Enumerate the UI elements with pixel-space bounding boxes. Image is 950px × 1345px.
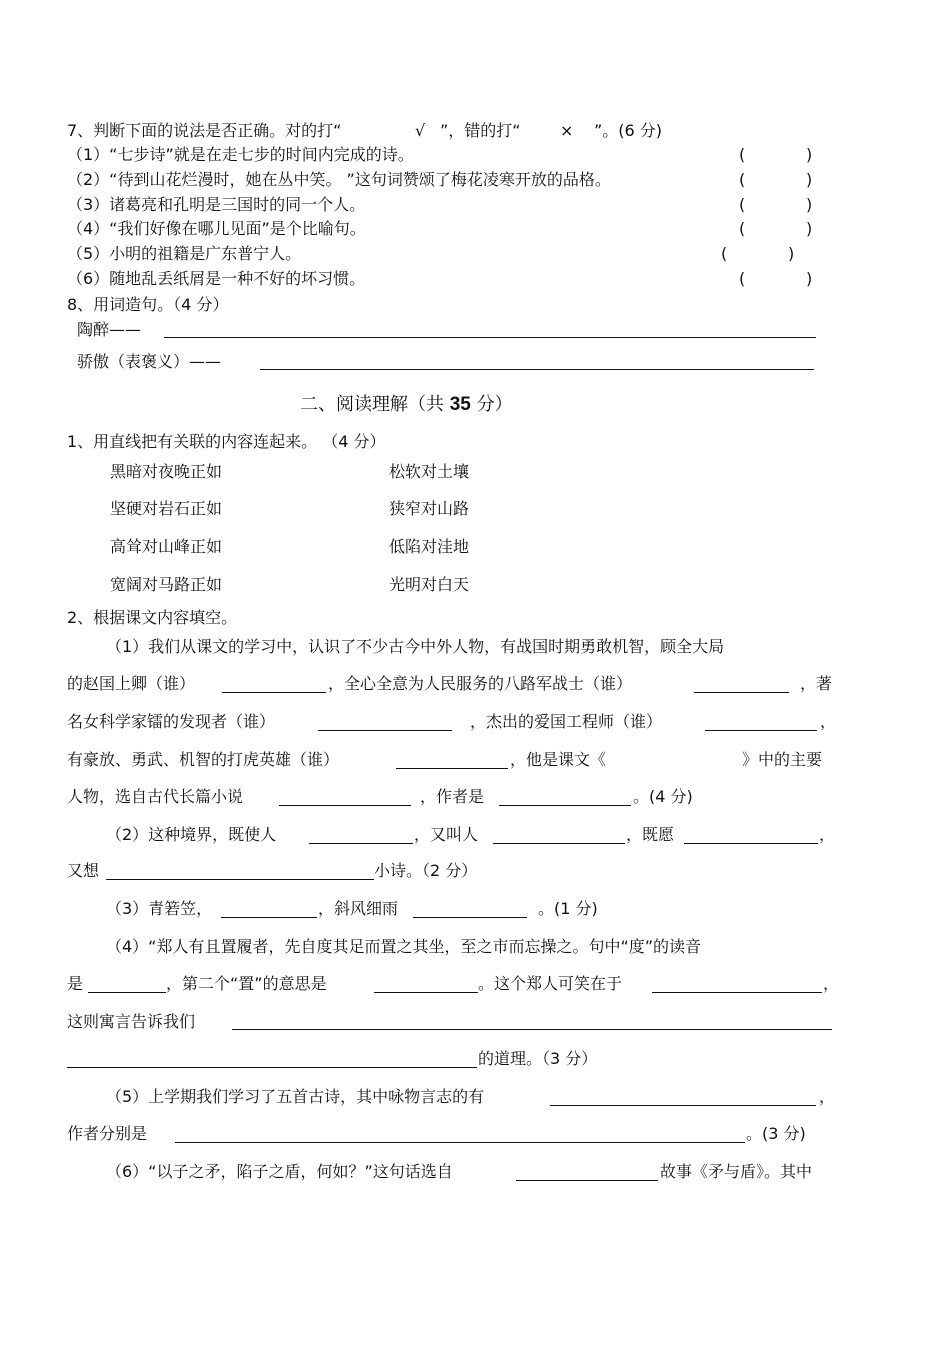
r2-p1-line2b: ，全心全意为人民服务的八路军战士（谁） [328,674,633,693]
blank-line[interactable] [684,843,818,844]
r2-p1-line5a: 人物，选自古代长篇小说 [67,787,244,806]
r2-p3c: 。(1 分) [538,899,598,918]
r1-prompt: 1、用直线把有关联的内容连起来。 （4 分） [67,432,386,451]
r1-left-item[interactable]: 坚硬对岩石正如 [110,499,223,518]
answer-paren-close-1: ) [806,145,813,164]
cross-mark-icon: × [560,121,574,140]
r2-p2-line2b: 小诗。（2 分） [374,861,478,880]
q7-prompt-mid: ”，错的打“ [440,121,521,140]
r2-p1-line3c: ， [820,712,837,731]
answer-paren-close-5: ) [788,244,795,263]
r2-p6b: 故事《矛与盾》。其中 [660,1162,813,1181]
r2-p4-line2a: 是 [67,974,84,993]
r2-p2-line1b: ，又叫人 [414,825,479,844]
blank-line[interactable] [705,730,817,731]
r2-p4-line3a: 这则寓言告诉我们 [67,1012,196,1031]
q8-word-1: 陶醉—— [77,320,142,339]
q8-answer-line-2[interactable] [260,369,814,370]
r2-prompt: 2、根据课文内容填空。 [67,608,238,627]
blank-line[interactable] [413,917,527,918]
r2-p1-line4c: 》中的主要 [742,750,823,769]
r1-left-item[interactable]: 宽阔对马路正如 [110,575,223,594]
answer-paren-open-1[interactable]: ( [739,145,746,164]
r2-p5-line1b: ， [819,1087,836,1106]
blank-line[interactable] [374,992,478,993]
r2-p4-line2c: 。这个郑人可笑在于 [478,974,623,993]
r2-p6a: （6）“以子之矛，陷子之盾，何如？”这句话选自 [106,1162,453,1181]
blank-line[interactable] [88,992,166,993]
q7-item-6: （6）随地乱丢纸屑是一种不好的坏习惯。 [67,269,366,288]
r2-p2-line2a: 又想 [67,861,100,880]
blank-line[interactable] [222,692,326,693]
blank-line[interactable] [516,1180,658,1181]
q7-item-5: （5）小明的祖籍是广东普宁人。 [67,244,302,263]
r2-p5-line2b: 。(3 分) [746,1124,806,1143]
q7-item-3: （3）诸葛亮和孔明是三国时的同一个人。 [67,195,366,214]
answer-paren-open-3[interactable]: ( [739,195,746,214]
r1-right-item[interactable]: 低陷对洼地 [389,537,470,556]
answer-paren-close-3: ) [806,195,813,214]
r2-p4-line4a: 的道理。（3 分） [478,1049,598,1068]
r1-right-item[interactable]: 松软对土壤 [389,462,470,481]
q7-item-4: （4）“我们好像在哪儿见面”是个比喻句。 [67,219,366,238]
blank-line[interactable] [694,692,789,693]
answer-paren-close-6: ) [806,269,813,288]
blank-line[interactable] [396,768,508,769]
section-title-text: 二、阅读理解（共 [300,394,444,415]
section-title-end: 分） [476,394,513,415]
blank-line[interactable] [67,1067,477,1068]
answer-paren-open-6[interactable]: ( [739,269,746,288]
r1-left-item[interactable]: 黑暗对夜晚正如 [110,462,223,481]
blank-line[interactable] [309,843,413,844]
r2-p3a: （3）青箬笠， [106,899,213,918]
q7-item-1: （1）“七步诗”就是在走七步的时间内完成的诗。 [67,145,414,164]
q7-prompt-end: ”。(6 分) [594,121,663,140]
r2-p2-line1a: （2）这种境界，既使人 [106,825,277,844]
blank-line[interactable] [279,805,411,806]
r2-p2-line1c: ，既愿 [626,825,675,844]
r2-p1-line4b: ，他是课文《 [510,750,607,769]
blank-line[interactable] [175,1142,745,1143]
r2-p1-line2a: 的赵国上卿（谁） [67,674,196,693]
r1-right-item[interactable]: 光明对白天 [389,575,470,594]
r2-p5-line1a: （5）上学期我们学习了五首古诗，其中咏物言志的有 [106,1087,485,1106]
r2-p1-line5c: 。(4 分) [633,787,693,806]
blank-line[interactable] [493,843,625,844]
answer-paren-open-4[interactable]: ( [739,219,746,238]
answer-paren-open-5[interactable]: ( [721,244,728,263]
blank-line[interactable] [232,1029,832,1030]
q7-prompt: 7、判断下面的说法是否正确。对的打“ [67,121,342,140]
answer-paren-open-2[interactable]: ( [739,170,746,189]
r2-p2-line1d: ， [819,825,836,844]
blank-line[interactable] [106,879,374,880]
r2-p1-line5b: ，作者是 [420,787,485,806]
r2-p1-line4a: 有豪放、勇武、机智的打虎英雄（谁） [67,750,340,769]
r1-right-item[interactable]: 狭窄对山路 [389,499,470,518]
r2-p1-line3a: 名女科学家镭的发现者（谁） [67,712,276,731]
r2-p4-line2b: ，第二个“置”的意思是 [166,974,327,993]
r2-p1-line2c: ，著 [800,674,833,693]
section-title-score: 35 [449,394,471,415]
answer-paren-close-2: ) [806,170,813,189]
r2-p4-line1: （4）“郑人有且置履者，先自度其足而置之其坐，至之市而忘操之。句中“度”的读音 [106,937,702,956]
r2-p1-line3b: ，杰出的爱国工程师（谁） [470,712,663,731]
blank-line[interactable] [318,730,452,731]
r2-p4-line2d: ， [823,974,840,993]
q7-item-2: （2）“待到山花烂漫时，她在丛中笑。 ”这句词赞颂了梅花凌寒开放的品格。 [67,170,611,189]
r2-p5-line2a: 作者分别是 [67,1124,148,1143]
blank-line[interactable] [499,805,631,806]
r1-left-item[interactable]: 高耸对山峰正如 [110,537,223,556]
blank-line[interactable] [221,917,317,918]
answer-paren-close-4: ) [806,219,813,238]
check-mark-icon: √ [415,121,426,140]
section-title [300,395,513,415]
blank-line[interactable] [652,992,822,993]
q8-answer-line-1[interactable] [164,337,816,338]
r2-p3b: ，斜风细雨 [318,899,399,918]
q8-word-2: 骄傲（表褒义）—— [77,352,222,371]
r2-p1-line1: （1）我们从课文的学习中，认识了不少古今中外人物，有战国时期勇敢机智，顾全大局 [106,637,725,656]
blank-line[interactable] [550,1105,816,1106]
q8-prompt: 8、用词造句。（4 分） [67,295,229,314]
